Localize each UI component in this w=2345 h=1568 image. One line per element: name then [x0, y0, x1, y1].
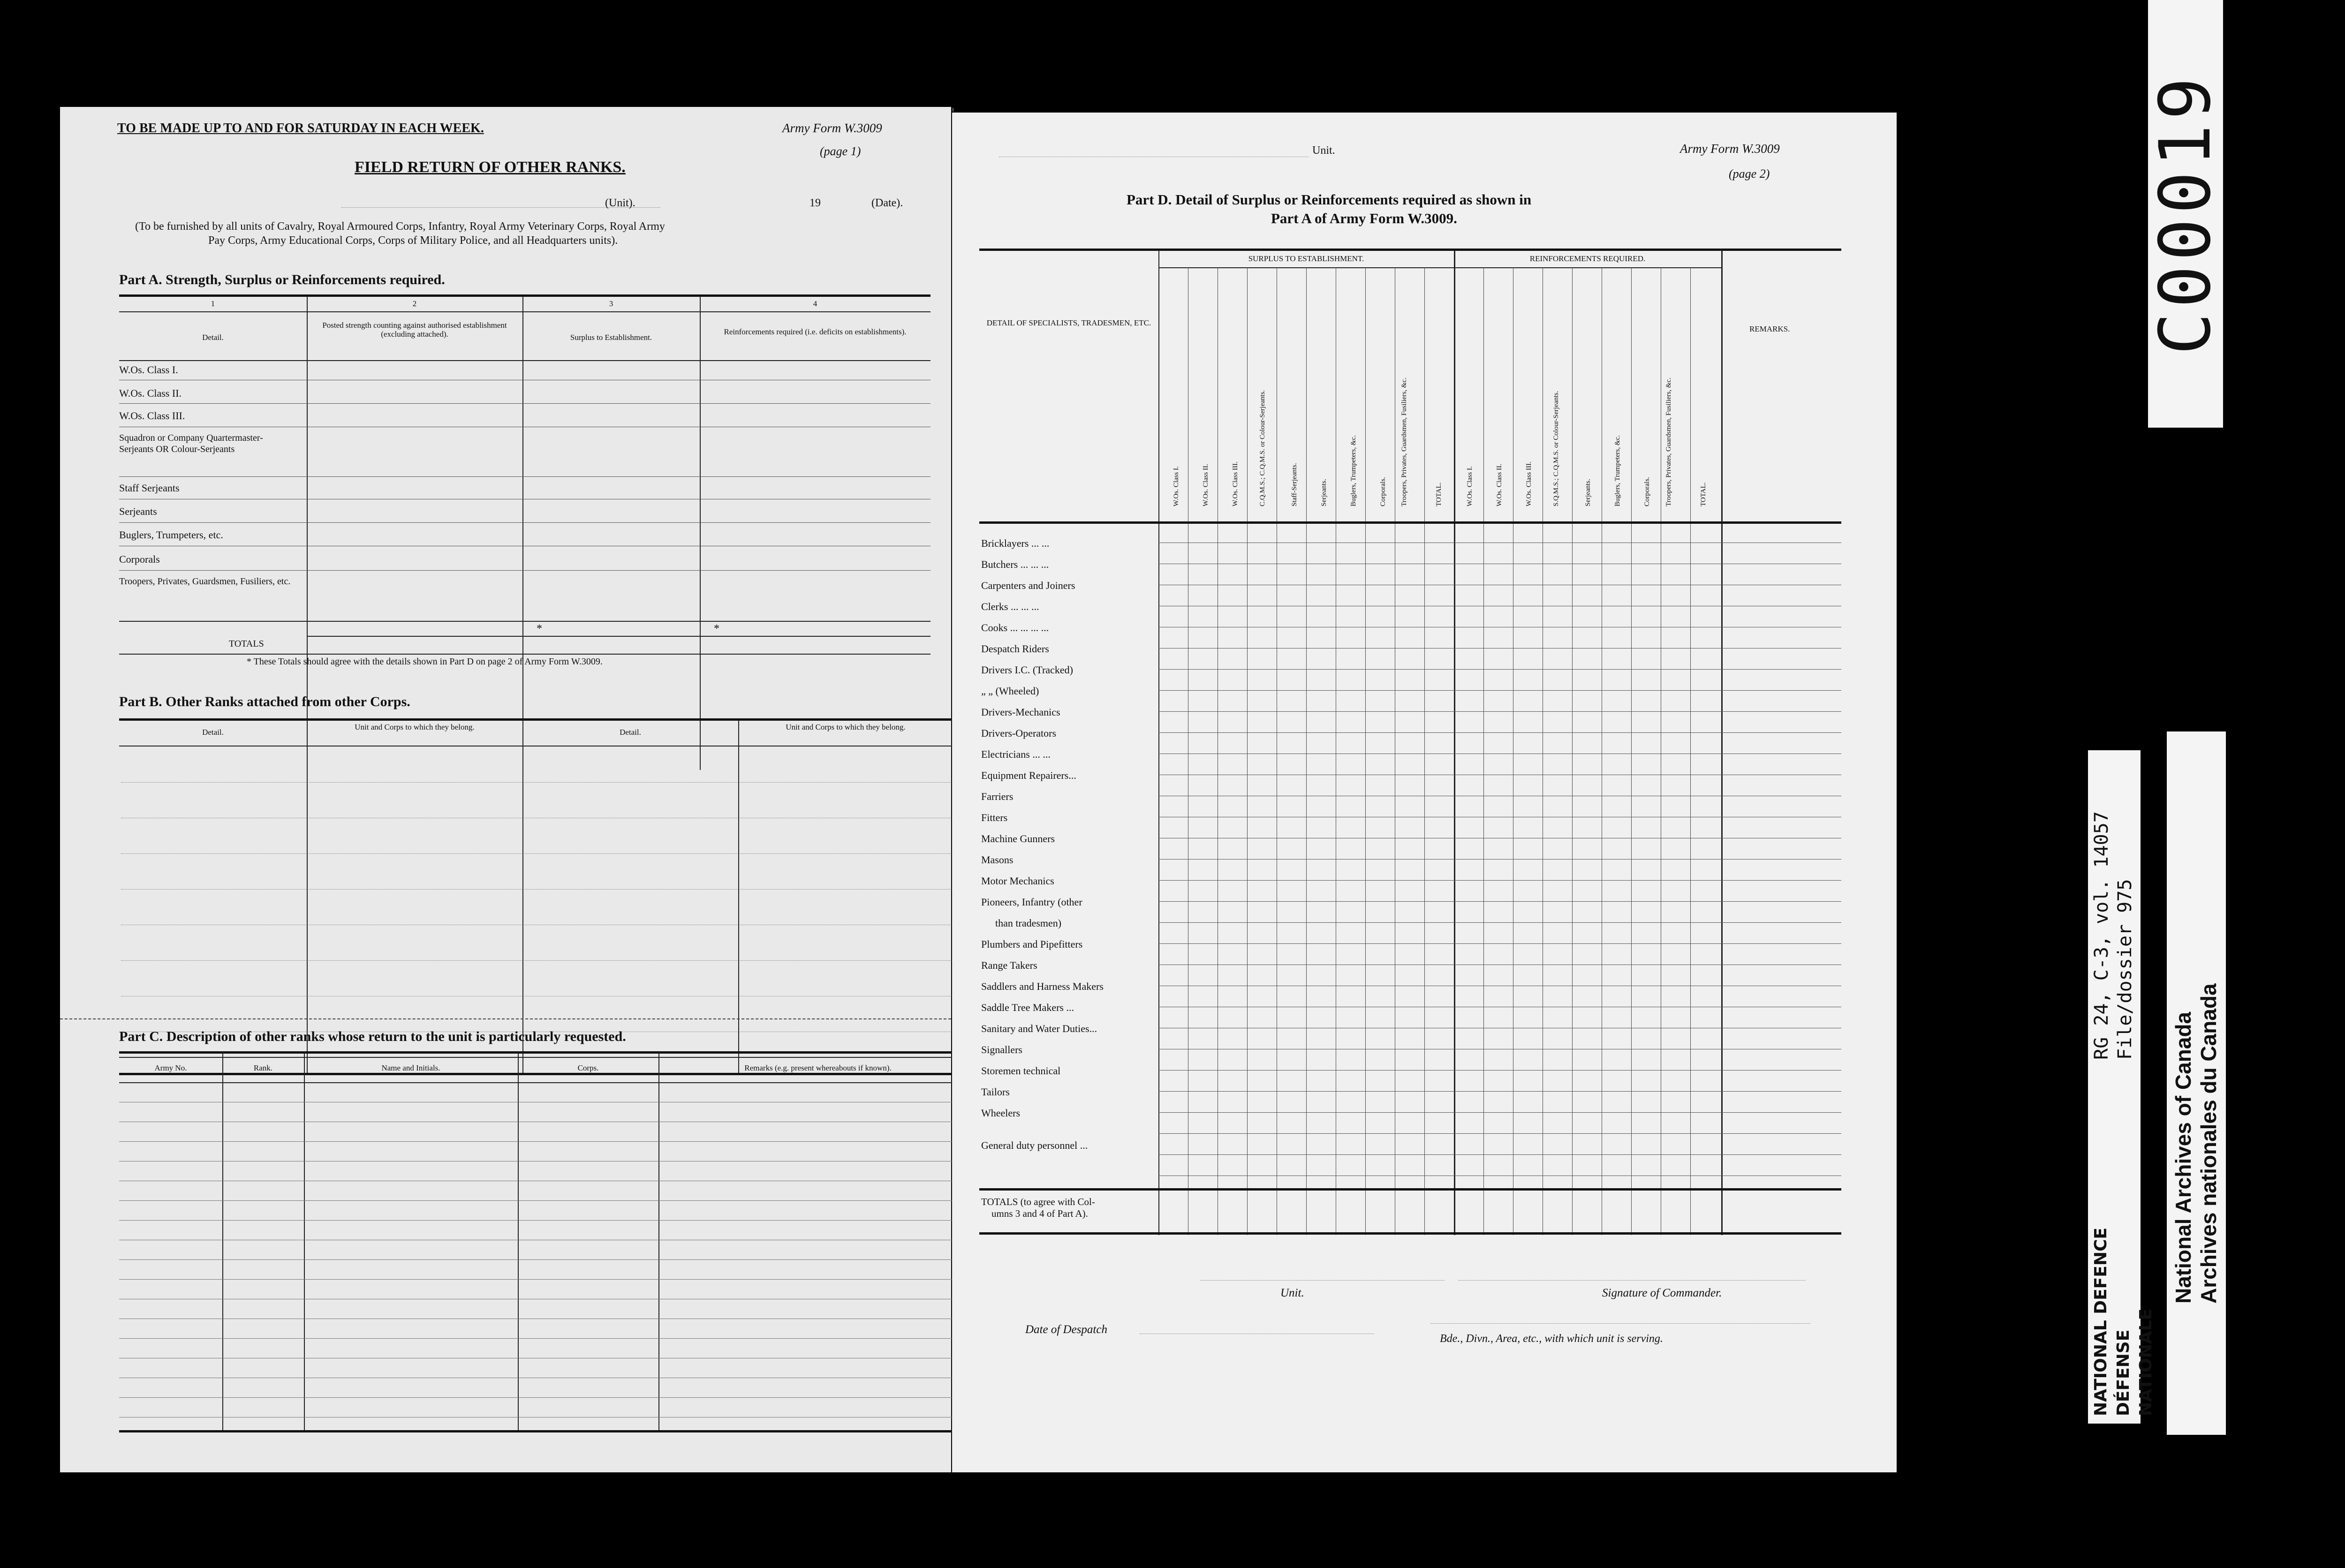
trade-row-rule: [1158, 1091, 1841, 1092]
trade-bricklayers: Bricklayers ... ...: [981, 537, 1050, 549]
col-num-1: 1: [211, 299, 215, 308]
col-reinf-buglers: Buglers, Trumpeters, &c.: [1614, 435, 1621, 506]
col-reinf-wo3: W.Os. Class III.: [1525, 461, 1533, 506]
trade-row-rule: [1158, 711, 1841, 712]
form-name: Army Form W.3009: [782, 121, 882, 135]
footer-despatch: Date of Despatch: [1025, 1323, 1107, 1336]
c-col-name: Name and Initials.: [381, 1063, 440, 1072]
rule: [119, 1057, 977, 1058]
form-title: FIELD RETURN OF OTHER RANKS.: [355, 158, 626, 176]
reference-block: [2090, 760, 2139, 1060]
trade-signallers: Signallers: [981, 1044, 1022, 1055]
trade-drivers-tracked: Drivers I.C. (Tracked): [981, 664, 1073, 676]
rule: [119, 1338, 977, 1339]
col-header-reinforcements: Reinforcements required (i.e. deficits on establishments).: [724, 327, 907, 336]
col-reinf-serjeants: Serjeants.: [1584, 479, 1592, 506]
rule: [121, 782, 975, 783]
col-reinf-total: TOTAL.: [1700, 482, 1707, 506]
row-serjeants: Serjeants: [119, 505, 157, 517]
row-buglers: Buglers, Trumpeters, etc.: [119, 529, 223, 541]
defence-line-1: NATIONAL DEFENCE: [2091, 1227, 2110, 1416]
part-c-heading: Part C. Description of other ranks whose return to the unit is particularly requested.: [119, 1029, 626, 1044]
trade-saddlers: Saddlers and Harness Makers: [981, 980, 1104, 992]
trade-machine-gunners: Machine Gunners: [981, 833, 1055, 844]
archives-line-1: National Archives of Canada: [2171, 1011, 2195, 1304]
part-a-footnote: * These Totals should agree with the details shown in Part D on page 2 of Army Form W.3009.: [247, 656, 603, 667]
footer-bde: Bde., Divn., Area, etc., with which unit is serving.: [1440, 1333, 1663, 1345]
date-label: (Date).: [871, 197, 903, 209]
row-staff-serjeants: Staff Serjeants: [119, 482, 180, 494]
rule: [222, 1052, 223, 1430]
fold-line: [60, 1018, 951, 1019]
c-col-remarks: Remarks (e.g. present whereabouts if known).: [744, 1063, 892, 1072]
rule: [119, 476, 930, 477]
col-surplus-cqms: C.Q.M.S.; C.Q.M.S. or Colour-Serjeants.: [1259, 390, 1266, 506]
col-reinf-wo1: W.Os. Class I.: [1466, 466, 1474, 506]
rule: [979, 249, 1841, 251]
b-col-unit-1: Unit and Corps to which they belong.: [355, 723, 475, 731]
col-reinf-wo2: W.Os. Class II.: [1496, 464, 1503, 506]
row-troopers: Troopers, Privates, Guardsmen, Fusiliers, etc.: [119, 576, 291, 587]
col-header-surplus: Surplus to Establishment.: [570, 333, 652, 342]
trade-despatch-riders: Despatch Riders: [981, 643, 1049, 655]
col-surplus-corporals: Corporals.: [1379, 477, 1387, 506]
rule: [119, 718, 977, 721]
col-surplus-buglers: Buglers, Trumpeters, &c.: [1350, 435, 1357, 506]
rule: [1721, 250, 1723, 1235]
col-surplus-wo3: W.Os. Class III.: [1232, 461, 1239, 506]
trade-pioneers-cont: than tradesmen): [995, 917, 1062, 929]
col-header-posted: Posted strength counting against authorised establishment (excluding attached).: [322, 321, 507, 339]
rule: [119, 654, 930, 655]
detail-header: DETAIL OF SPECIALISTS, TRADESMEN, ETC.: [986, 318, 1151, 327]
col-num-2: 2: [412, 299, 417, 308]
trade-motor-mechanics: Motor Mechanics: [981, 875, 1054, 887]
unit-label: (Unit).: [605, 197, 635, 209]
footer-unit: Unit.: [1280, 1287, 1304, 1299]
trade-wheelers: Wheelers: [981, 1107, 1021, 1119]
b-col-detail-1: Detail.: [202, 728, 224, 737]
rule: [119, 621, 930, 622]
rule: [119, 1200, 977, 1201]
trade-pioneers: Pioneers, Infantry (other: [981, 896, 1082, 908]
trade-row-rule: [1158, 943, 1841, 944]
page2-unit-label: Unit.: [1312, 144, 1335, 157]
col-surplus-staff-serjeants: Staff-Serjeants.: [1291, 463, 1298, 506]
rule: [1459, 1280, 1806, 1281]
col-reinf-sqms: S.Q.M.S.; C.Q.M.S. or Colour-Serjeants.: [1552, 391, 1560, 506]
b-col-detail-2: Detail.: [620, 728, 641, 737]
rule: [307, 636, 930, 637]
rule: [979, 521, 1841, 524]
col-surplus-wo1: W.Os. Class I.: [1172, 466, 1180, 506]
form-page-1: [60, 107, 951, 1472]
rule: [1158, 250, 1159, 1235]
rule: [307, 720, 308, 1073]
row-corporals: Corporals: [119, 553, 160, 565]
rule: [119, 1279, 977, 1280]
rule: [119, 1430, 977, 1432]
row-cqms: Squadron or Company Quartermaster-Serjeants OR Colour-Serjeants: [119, 433, 263, 454]
reference-line-1: RG 24, C-3, vol. 14057: [2091, 811, 2112, 1060]
rule: [1247, 267, 1248, 1235]
rule: [1454, 250, 1455, 1235]
year-label: 19: [809, 197, 821, 209]
trade-farriers: Farriers: [981, 791, 1014, 802]
defence-block: [2090, 1219, 2156, 1416]
row-wo-class-1: W.Os. Class I.: [119, 364, 178, 376]
rule: [1690, 267, 1691, 1235]
rule: [119, 360, 930, 361]
rule: [522, 296, 523, 770]
rule: [119, 570, 930, 571]
col-num-3: 3: [609, 299, 613, 308]
rule: [121, 960, 975, 961]
trade-row-rule: [1158, 1112, 1841, 1113]
reference-line-2: File/dossier 975: [2114, 879, 2136, 1060]
col-surplus-troopers: Troopers, Privates, Guardsmen, Fusiliers, &c.: [1400, 377, 1408, 506]
trade-row-rule: [1158, 901, 1841, 902]
c-col-army-no: Army No.: [154, 1063, 187, 1072]
col-reinf-corporals: Corporals.: [1643, 477, 1651, 506]
form-page-2: [952, 113, 1897, 1472]
col-num-4: 4: [813, 299, 817, 308]
trade-row-rule: [1158, 1154, 1841, 1155]
asterisk-surplus: *: [537, 623, 542, 635]
col-header-detail: Detail.: [202, 333, 224, 342]
frame-number-stamp: [2145, 0, 2226, 428]
part-a-heading: Part A. Strength, Surplus or Reinforcements required.: [119, 272, 445, 287]
trade-sanitary: Sanitary and Water Duties...: [981, 1023, 1097, 1034]
trade-row-rule: [1158, 922, 1841, 923]
trade-fitters: Fitters: [981, 812, 1008, 823]
totals-line-2: umns 3 and 4 of Part A).: [991, 1208, 1088, 1219]
trade-row-rule: [1158, 690, 1841, 691]
row-wo-class-2: W.Os. Class II.: [119, 387, 182, 399]
trade-plumbers: Plumbers and Pipefitters: [981, 938, 1083, 950]
col-surplus-serjeants: Serjeants.: [1320, 479, 1328, 506]
rule: [119, 1220, 977, 1221]
trade-row-rule: [1158, 669, 1841, 670]
rule: [119, 294, 930, 297]
trade-drivers-mechanics: Drivers-Mechanics: [981, 706, 1060, 718]
rule: [979, 1188, 1841, 1191]
rule: [1483, 267, 1484, 1235]
surplus-header: SURPLUS TO ESTABLISHMENT.: [1248, 254, 1364, 263]
instructions-line-2: Pay Corps, Army Educational Corps, Corps of Military Police, and all Headquarters units).: [208, 234, 618, 247]
instructions-line-1: (To be furnished by all units of Cavalry, Royal Armoured Corps, Infantry, Royal Army Veterinary Corps, Royal Army: [135, 220, 665, 233]
page2-page-number: (page 2): [1729, 167, 1770, 181]
asterisk-reinforcements: *: [714, 623, 719, 635]
c-col-rank: Rank.: [253, 1063, 273, 1072]
col-surplus-wo2: W.Os. Class II.: [1202, 464, 1210, 506]
col-reinf-troopers: Troopers, Privates, Guardsmen, Fusiliers, &c.: [1665, 377, 1672, 506]
rule: [979, 1232, 1841, 1235]
rule: [119, 522, 930, 523]
defence-line-2: DÉFENSE NATIONALE: [2114, 1308, 2156, 1416]
trade-electricians: Electricians ... ...: [981, 748, 1051, 760]
rule: [1365, 267, 1366, 1235]
rule: [738, 720, 739, 1073]
rule: [658, 1052, 659, 1430]
rule: [119, 311, 930, 312]
page2-form-name: Army Form W.3009: [1680, 142, 1780, 156]
trade-carpenters: Carpenters and Joiners: [981, 580, 1075, 591]
rule: [1424, 267, 1425, 1235]
rule: [119, 1141, 977, 1142]
rule: [304, 1052, 305, 1430]
page-number: (page 1): [820, 144, 861, 158]
rule: [119, 1397, 977, 1398]
rule: [119, 1051, 977, 1054]
trade-drivers-operators: Drivers-Operators: [981, 727, 1057, 739]
rule: [119, 1082, 977, 1083]
rule: [518, 1052, 519, 1430]
reinforcements-header: REINFORCEMENTS REQUIRED.: [1529, 254, 1646, 263]
trade-saddle-tree-makers: Saddle Tree Makers ...: [981, 1002, 1074, 1013]
trade-general-duty: General duty personnel ...: [981, 1139, 1088, 1151]
part-b-heading: Part B. Other Ranks attached from other Corps.: [119, 694, 410, 709]
remarks-header: REMARKS.: [1749, 324, 1790, 333]
trade-range-takers: Range Takers: [981, 959, 1037, 971]
trade-equipment-repairers: Equipment Repairers...: [981, 769, 1076, 781]
rule: [1158, 267, 1721, 268]
part-d-heading-1: Part D. Detail of Surplus or Reinforcements required as shown in: [1127, 191, 1532, 208]
part-d-heading-2: Part A of Army Form W.3009.: [1271, 210, 1457, 226]
rule: [119, 403, 930, 404]
totals-line-1: TOTALS (to agree with Col-: [981, 1196, 1095, 1207]
b-col-unit-2: Unit and Corps to which they belong.: [786, 723, 906, 731]
archives-block: [2171, 919, 2222, 1304]
trade-tailors: Tailors: [981, 1086, 1010, 1098]
trade-drivers-wheeled: „ „ (Wheeled): [981, 685, 1039, 697]
rule: [1572, 267, 1573, 1235]
trade-masons: Masons: [981, 854, 1014, 866]
rule: [121, 889, 975, 890]
trade-row-rule: [1158, 1133, 1841, 1134]
rule: [700, 296, 701, 770]
defence-stamp: [2088, 750, 2156, 1424]
weekly-note: TO BE MADE UP TO AND FOR SATURDAY IN EACH WEEK.: [117, 121, 484, 136]
rule: [522, 720, 523, 1073]
rule: [119, 1073, 977, 1075]
footer-signature: Signature of Commander.: [1602, 1287, 1722, 1299]
trade-butchers: Butchers ... ... ...: [981, 558, 1049, 570]
frame-number: C00019: [2145, 73, 2226, 355]
trade-clerks: Clerks ... ... ...: [981, 601, 1039, 612]
rule: [1631, 267, 1632, 1235]
archives-line-2: Archives nationales du Canada: [2196, 983, 2221, 1304]
rule: [1306, 267, 1307, 1235]
archives-stamp: [2167, 731, 2226, 1435]
rule: [1430, 1323, 1810, 1324]
row-wo-class-3: W.Os. Class III.: [119, 410, 185, 422]
c-col-corps: Corps.: [577, 1063, 599, 1072]
col-surplus-total: TOTAL.: [1435, 482, 1443, 506]
trade-row-rule: [1158, 732, 1841, 733]
trade-storemen: Storemen technical: [981, 1065, 1061, 1077]
trade-cooks: Cooks ... ... ... ...: [981, 622, 1049, 633]
rule: [121, 853, 975, 854]
rule: [119, 1259, 977, 1260]
totals-label: TOTALS: [229, 639, 264, 649]
trade-row-rule: [1158, 880, 1841, 881]
rule: [1201, 1280, 1445, 1281]
